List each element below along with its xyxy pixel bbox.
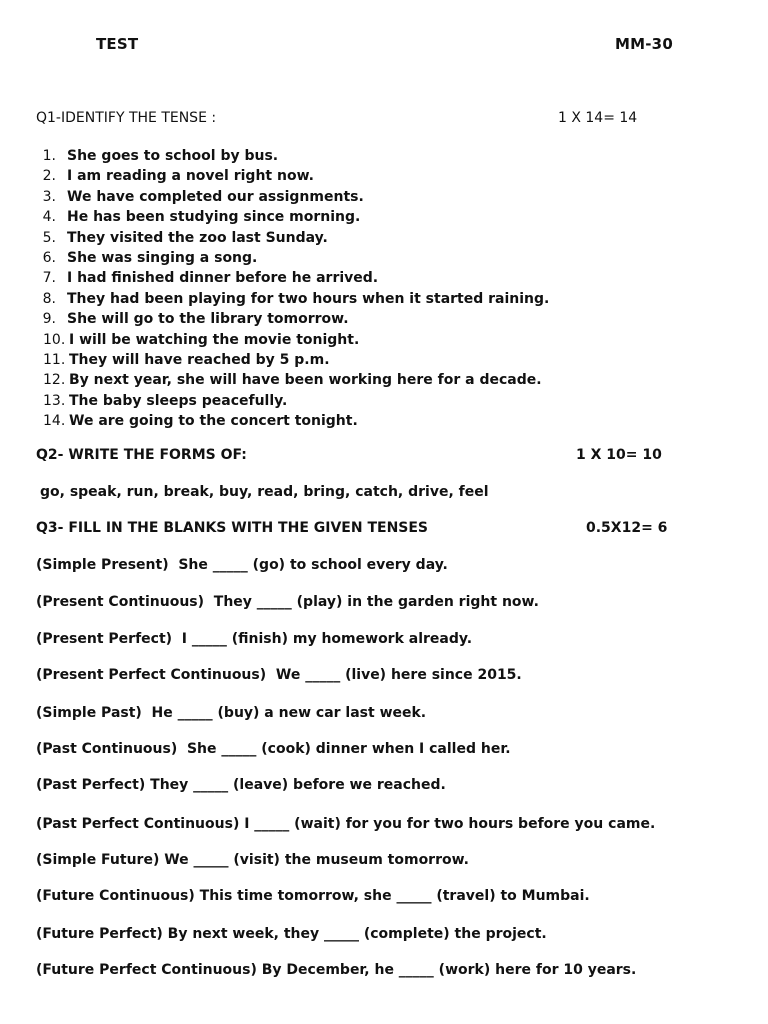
- item-number: 8.: [42, 290, 56, 307]
- item-number: 12.: [43, 372, 66, 389]
- list-item: (Future Perfect) By next week, they _____ (complete) the project.: [36, 926, 547, 942]
- q3-marks: 0.5X12= 6: [586, 520, 668, 536]
- item-number: 9.: [42, 311, 56, 328]
- item-text: The baby sleeps peacefully.: [69, 392, 288, 409]
- item-text: I had finished dinner before he arrived.: [67, 270, 379, 287]
- item-text: She goes to school by bus.: [67, 148, 279, 164]
- list-item: (Past Perfect) They _____ (leave) before we reached.: [36, 777, 446, 793]
- item-text: She was singing a song.: [67, 249, 258, 266]
- item-number: 2.: [42, 168, 56, 185]
- list-item: (Present Perfect) I _____ (finish) my homework already.: [36, 631, 473, 647]
- q2-heading: Q2- WRITE THE FORMS OF:: [36, 447, 247, 463]
- item-number: 7.: [42, 270, 56, 287]
- q1-marks: 1 X 14= 14: [558, 110, 638, 126]
- item-number: 14.: [43, 413, 66, 430]
- list-item: (Future Continuous) This time tomorrow, she _____ (travel) to Mumbai.: [36, 888, 590, 904]
- test-title: TEST: [96, 35, 139, 53]
- item-text: She will go to the library tomorrow.: [67, 311, 349, 328]
- item-number: 6.: [42, 249, 56, 266]
- item-text: He has been studying since morning.: [67, 209, 361, 226]
- item-text: They will have reached by 5 p.m.: [69, 351, 330, 368]
- q3-heading: Q3- FILL IN THE BLANKS WITH THE GIVEN TENSES: [36, 520, 429, 536]
- item-number: 3.: [42, 188, 56, 205]
- item-number: 11.: [43, 351, 66, 368]
- list-item: (Present Perfect Continuous) We _____ (live) here since 2015.: [36, 667, 522, 683]
- max-marks: MM-30: [615, 35, 673, 53]
- q1-heading: Q1-IDENTIFY THE TENSE :: [36, 110, 217, 126]
- list-item: (Past Perfect Continuous) I _____ (wait) for you for two hours before you came.: [36, 816, 656, 832]
- item-text: We have completed our assignments.: [67, 188, 364, 205]
- list-item: (Past Continuous) She _____ (cook) dinner when I called her.: [36, 741, 511, 757]
- item-number: 4.: [42, 209, 56, 226]
- item-number: 10.: [43, 331, 66, 348]
- item-number: 13.: [43, 392, 66, 409]
- q2-marks: 1 X 10= 10: [576, 447, 662, 463]
- list-item: (Future Perfect Continuous) By December, he _____ (work) here for 10 years.: [36, 962, 637, 978]
- list-item: (Simple Future) We _____ (visit) the museum tomorrow.: [36, 852, 469, 868]
- item-text: We are going to the concert tonight.: [69, 413, 358, 430]
- list-item: (Simple Present) She _____ (go) to school every day.: [36, 557, 448, 573]
- item-text: I am reading a novel right now.: [67, 168, 314, 185]
- item-text: By next year, she will have been working here for a decade.: [69, 372, 542, 389]
- item-text: They had been playing for two hours when it started raining.: [67, 290, 550, 307]
- item-number: 1.: [42, 148, 56, 164]
- list-item: (Present Continuous) They _____ (play) in the garden right now.: [36, 594, 539, 610]
- q2-words: go, speak, run, break, buy, read, bring, catch, drive, feel: [40, 484, 489, 500]
- item-text: They visited the zoo last Sunday.: [67, 229, 328, 246]
- item-text: I will be watching the movie tonight.: [69, 331, 360, 348]
- list-item: (Simple Past) He _____ (buy) a new car last week.: [36, 705, 427, 721]
- item-number: 5.: [42, 229, 56, 246]
